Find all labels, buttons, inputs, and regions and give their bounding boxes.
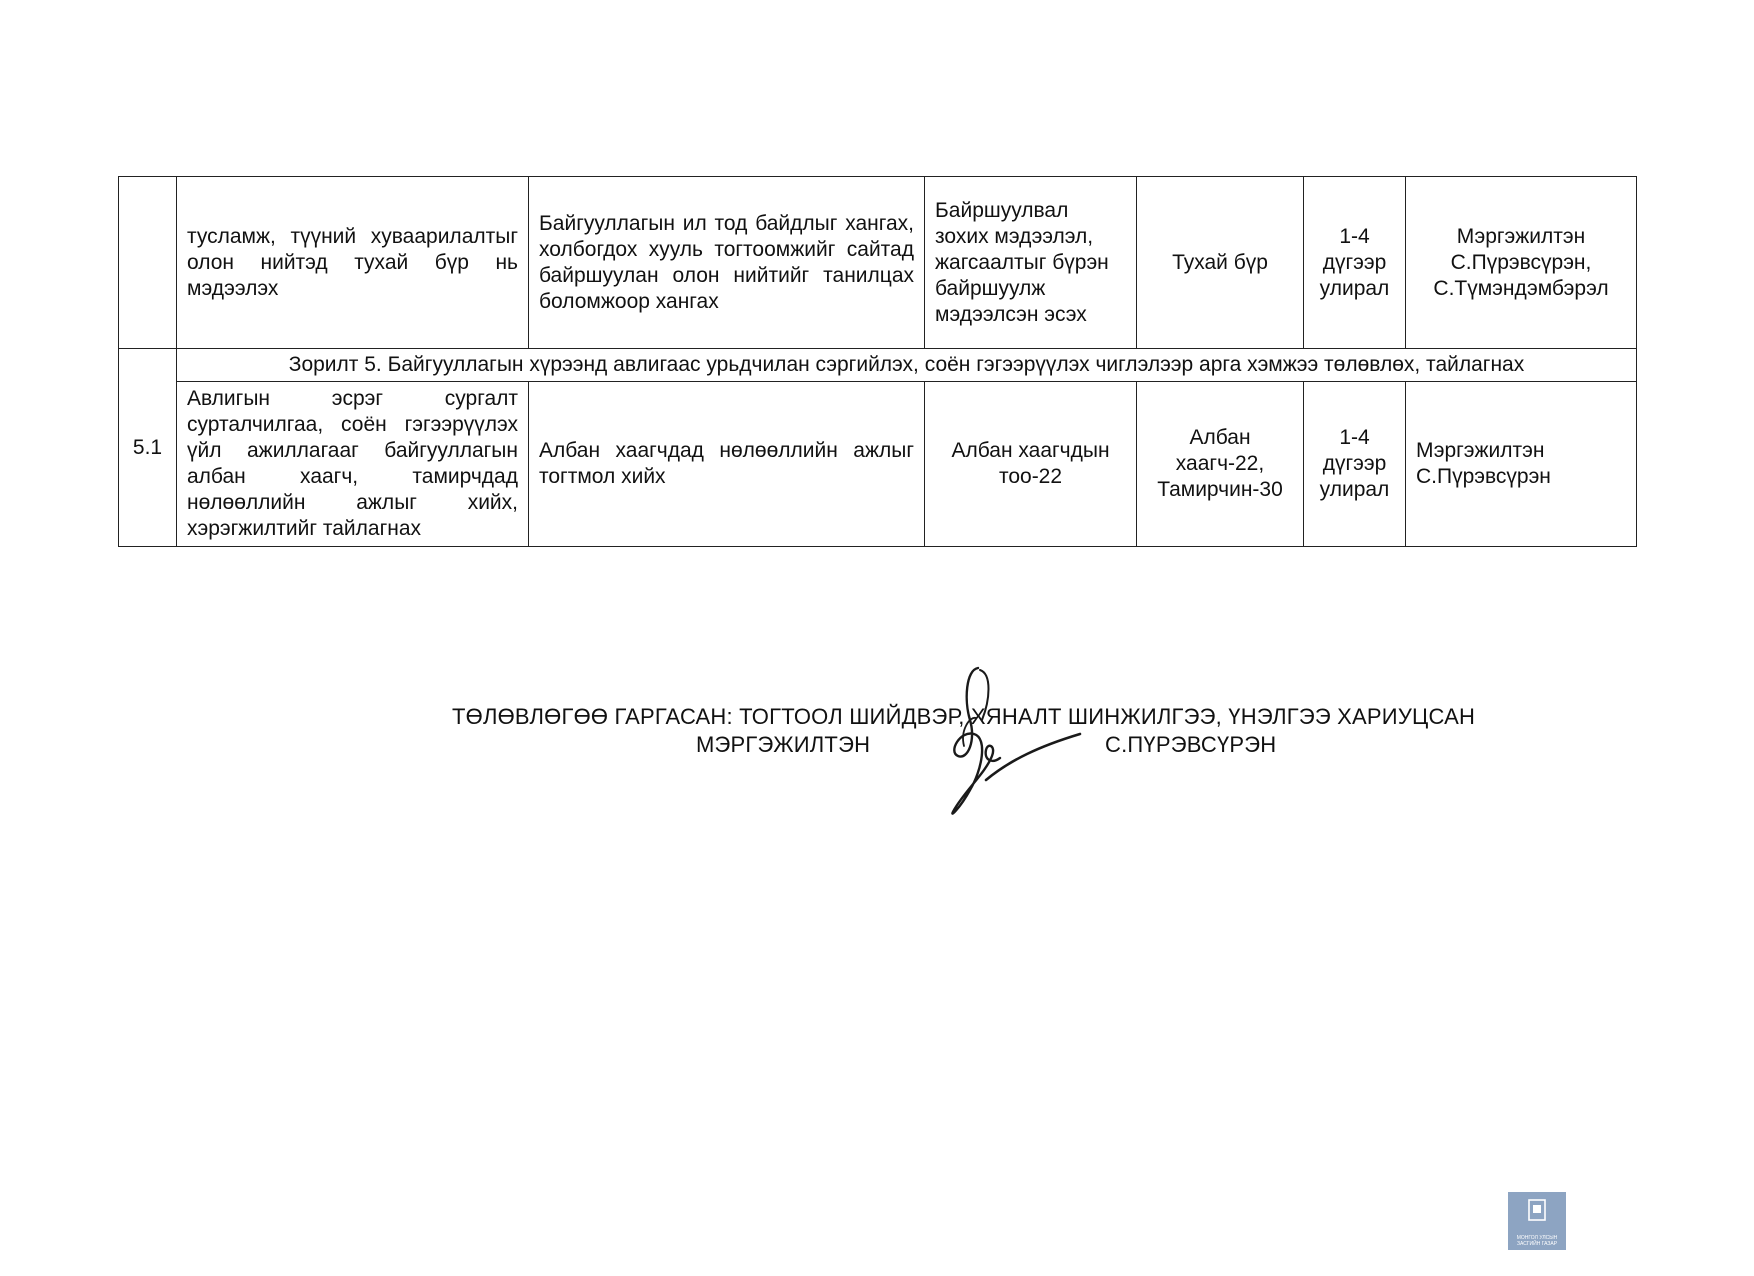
responsible-cell: Мэргэжилтэн С.Пүрэвсүрэн, С.Түмэндэмбэрэл xyxy=(1406,177,1637,349)
action-cell: Байгууллагын ил тод байдлыг хангах, холбогдох хууль тогтоомжийг сайтад байршуулан олон нийтийг танилцах боломжоор хангах xyxy=(529,177,925,349)
goal-heading: Зорилт 5. Байгууллагын хүрээнд авлигаас урьдчилан сэргийлэх, соён гэгээрүүлэх чиглэлээр арга хэмжээ төлөвлөх, тайлагнах xyxy=(177,349,1637,382)
emblem-text-2: ЗАСГИЙН ГАЗАР xyxy=(1516,1241,1558,1247)
indicator-cell: Байршуулвал зохих мэдээлэл, жагсаалтыг бүрэн байршуулж мэдээлсэн эсэх xyxy=(925,177,1137,349)
activity-cell: тусламж, түүний хуваарилалтыг олон нийтэд тухай бүр нь мэдээлэх xyxy=(177,177,529,349)
goal-row xyxy=(119,349,1637,382)
row-number-cell: 5.1 xyxy=(119,349,177,547)
target-cell: Тухай бүр xyxy=(1137,177,1304,349)
row-number-cell xyxy=(119,177,177,349)
target-cell: Албан хаагч-22, Тамирчин-30 xyxy=(1137,382,1304,547)
action-cell: Албан хаагчдад нөлөөллийн ажлыг тогтмол хийх xyxy=(529,382,925,547)
indicator-cell: Албан хаагчдын тоо-22 xyxy=(925,382,1137,547)
table-row xyxy=(119,382,1637,547)
approval-title: ТӨЛӨВЛӨГӨӨ ГАРГАСАН: ТОГТООЛ ШИЙДВЭР, ХЯНАЛТ ШИНЖИЛГЭЭ, ҮНЭЛГЭЭ ХАРИУЦСАН xyxy=(452,704,1476,729)
responsible-cell: Мэргэжилтэн С.Пүрэвсүрэн xyxy=(1406,382,1637,547)
approval-name: С.ПҮРЭВСҮРЭН xyxy=(1105,732,1277,757)
soyombo-icon xyxy=(1527,1198,1547,1222)
deadline-cell: 1-4 дүгээр улирал xyxy=(1304,177,1406,349)
government-emblem xyxy=(1508,1192,1566,1250)
approval-role: МЭРГЭЖИЛТЭН xyxy=(696,732,871,757)
signature-image xyxy=(930,660,1090,830)
action-plan-table xyxy=(118,176,1637,547)
deadline-cell: 1-4 дүгээр улирал xyxy=(1304,382,1406,547)
emblem-text-1: МОНГОЛ УЛСЫН xyxy=(1516,1235,1558,1241)
table-row xyxy=(119,177,1637,349)
activity-cell: Авлигын эсрэг сургалт сурталчилгаа, соён гэгээрүүлэх үйл ажиллагааг байгууллагын албан хаагч, тамирчдад нөлөөллийн ажлыг хийх, хэрэгжилтийг тайлагнах xyxy=(177,382,529,547)
